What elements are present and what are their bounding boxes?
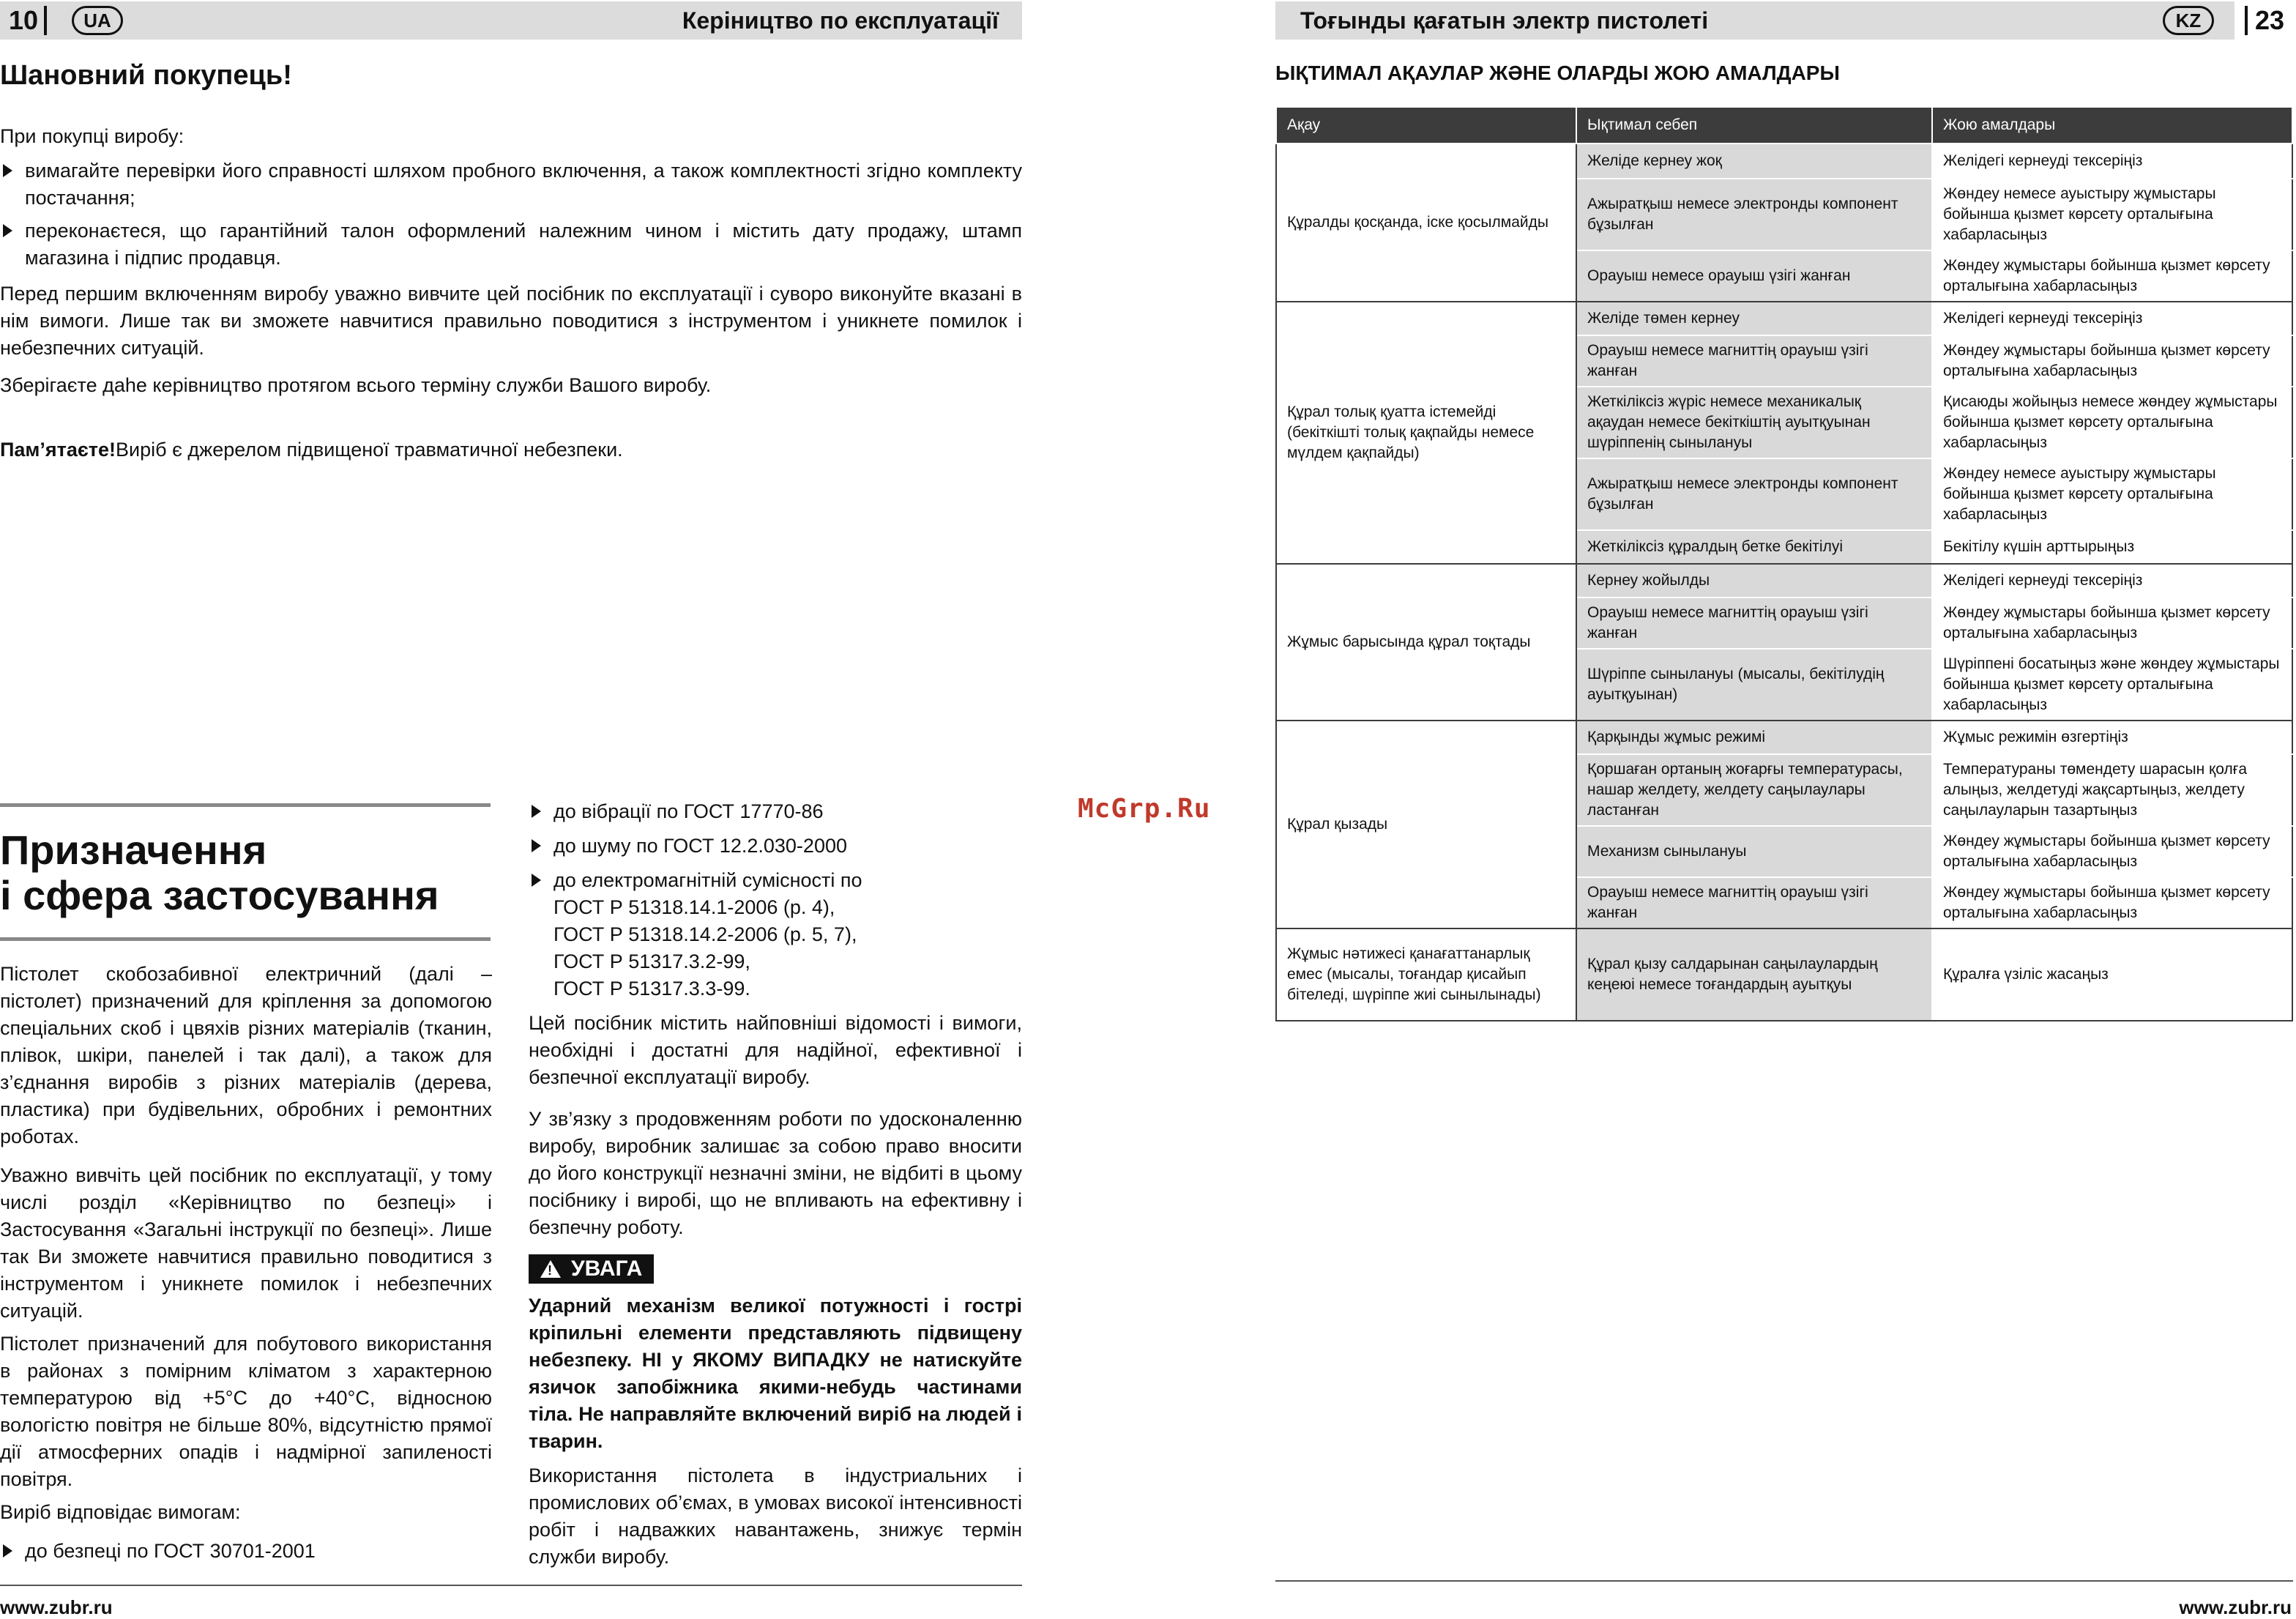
emc-standard-1: ГОСТ Р 51318.14.1-2006 (р. 4), [554, 896, 835, 918]
keep-paragraph: Зберігаєте даhe керівництво протягом всього терміну служби Вашого виробу. [0, 374, 712, 396]
cause-cell: Орауыш немесе магниттің орауыш үзігі жанған [1576, 877, 1932, 928]
watermark: McGrp.Ru [1078, 794, 1211, 824]
remedy-cell: Жөндеу жұмыстары бойынша қызмет көрсету орталығына хабарласыңыз [1932, 250, 2292, 302]
right-header-title: Тоғынды қағатын электр пистолеті [1300, 7, 1709, 34]
table-row [1276, 144, 2292, 179]
cause-cell: Қарқынды жұмыс режимі [1576, 721, 1932, 754]
troubleshooting-title: ЫҚТИМАЛ АҚАУЛАР ЖӘНЕ ОЛАРДЫ ЖОЮ АМАЛДАРЫ [1275, 62, 1840, 84]
left-page-number: 10 [9, 5, 39, 35]
intro-block [0, 123, 1022, 464]
troubleshooting-table [1275, 106, 2293, 1021]
emc-standard-4: ГОСТ Р 51317.3.3-99. [554, 978, 750, 1000]
purpose-paragraph: Пістолет скобозабивної електричний (далі – пістолет) призначений для кріплення за допомогою спеціальних скоб і цвяхів різних матеріалів (тканин, плівок, шкіри, панелей і так далі), а також для з’єднання виробів з різних матеріалів (дерева, пластика) при будівельних, обробних і ремонтних роботах. [0, 963, 492, 1147]
header-fault: Ақау [1276, 107, 1576, 144]
table-row [1276, 302, 2292, 335]
fault-cell: Жұмыс барысында құрал тоқтады [1276, 564, 1576, 721]
fault-cell: Құрал толық қуатта істемейді (бекіткішті толық қақпайды немесе мүлдем қақпайды) [1276, 302, 1576, 564]
cause-cell: Желіде төмен кернеу [1576, 302, 1932, 335]
table-row [1276, 721, 2292, 754]
climate-paragraph: Пістолет призначений для побутового використання в районах з помірним кліматом з характерною температурою від +5°С до +40°С, відносною вологістю повітря не більше 80%, відсутністю прямої дії атмосферних опадів і надмірної запиленості повітря. [0, 1333, 492, 1490]
fault-cell: Құрал қызады [1276, 721, 1576, 928]
table-row [1276, 564, 2292, 598]
left-footer-rule [0, 1585, 1022, 1586]
right-header-divider [2245, 6, 2248, 35]
table-header-row [1276, 107, 2292, 144]
warning-text: Ударний механізм великої потужності і гострі кріпильні елементи представляють підвищену небезпеку. НІ у ЯКОМУ ВИПАДКУ не натискуйте язичок запобіжника якими-небудь частинами тіла. Не направляйте включений виріб на людей і тварин. [529, 1295, 1022, 1452]
requirements-intro: Виріб відповідає вимогам: [0, 1501, 241, 1523]
cause-cell: Желіде кернеу жоқ [1576, 144, 1932, 179]
emc-standard-3: ГОСТ Р 51317.3.2-99, [554, 950, 750, 972]
section-rule-top [0, 803, 491, 807]
purchase-bullet-1: вимагайте перевірки його справності шляхом пробного включення, а також комплектності згідно комплекту постачання; [0, 157, 1022, 212]
warning-triangle-icon: ! [540, 1260, 561, 1278]
remedy-cell: Құралға үзіліс жасаңыз [1932, 928, 2292, 1021]
right-lang-badge: KZ [2163, 6, 2214, 35]
cause-cell: Орауыш немесе магниттің орауыш үзігі жанған [1576, 335, 1932, 387]
cause-cell: Ажыратқыш немесе электронды компонент бұзылған [1576, 179, 1932, 250]
improvement-paragraph: У зв’язку з продовженням роботи по удосконаленню виробу, виробник залишає за собою право вносити до його конструкції незначні зміни, не відбиті в цьому посібнику і виробі, що не впливають на ефективну і безпечну роботу. [529, 1108, 1022, 1238]
cause-cell: Жеткіліксіз құралдың бетке бекітілуі [1576, 530, 1932, 564]
study-paragraph: Перед першим включенням виробу уважно вивчите цей посібник по експлуатації і суворо виконуйте вказані в нім вимоги. Лише так ви зможете навчитися правильно поводитися з інструментом і уникнете помилок і небезпечних ситуацій. [0, 283, 1022, 359]
section-title [0, 827, 439, 918]
greeting-heading: Шановний покупець! [0, 60, 292, 91]
remedy-cell: Желідегі кернеуді тексеріңіз [1932, 564, 2292, 598]
table-row [1276, 928, 2292, 1021]
right-page-number: 23 [2255, 5, 2285, 35]
remedy-cell: Температураны төмендету шарасын қолға алыңыз, желдетуді жақсартыңыз, желдету саңылауларын тазартыңыз [1932, 754, 2292, 826]
left-column-2 [529, 798, 1022, 1571]
cause-cell: Шүріппе сынылануы (мысалы, бекітілудің ауытқуынан) [1576, 649, 1932, 721]
warning-badge [529, 1254, 654, 1284]
fault-cell: Құралды қосқанда, іске қосылмайды [1276, 144, 1576, 302]
noise-bullet: до шуму по ГОСТ 12.2.030-2000 [529, 833, 1022, 860]
manual-info-paragraph: Цей посібник містить найповніші відомості і вимоги, необхідні і достатні для надійної, ефективної і безпечної експлуатації виробу. [529, 1012, 1022, 1088]
header-remedy: Жою амалдары [1932, 107, 2292, 144]
cause-cell: Орауыш немесе магниттің орауыш үзігі жанған [1576, 598, 1932, 649]
intro-text: При покупці виробу: [0, 125, 184, 147]
study-manual-paragraph: Уважно вивчіть цей посібник по експлуатації, у тому числі розділ «Керівництво по безпеці» і Застосування «Загальні інструкції по безпеці». Лише так Ви зможете навчитися правильно поводитися з інструментом і уникнете помилок і небезпечних ситуацій. [0, 1164, 492, 1322]
left-header-title: Керіництво по експлуатації [682, 7, 999, 34]
table-body [1276, 144, 2292, 1021]
cause-cell: Механизм сынылануы [1576, 826, 1932, 877]
section-rule-bottom [0, 937, 491, 941]
left-lang-badge: UA [72, 6, 123, 35]
remedy-cell: Қисаюды жойыңыз немесе жөндеу жұмыстары бойынша қызмет көрсету орталығына хабарласыңыз [1932, 387, 2292, 458]
warning-label: УВАГА [571, 1257, 643, 1281]
right-footer-rule [1275, 1580, 2293, 1582]
industrial-use-paragraph: Використання пістолета в індустриальних і промислових об’ємах, в умовах високої інтенсивності робіт і надважких навантажень, знижує термін служби виробу. [529, 1464, 1022, 1568]
cause-cell: Құрал қызу салдарынан саңылаулардың кеңеюі немесе тоғандардың ауытқуы [1576, 928, 1932, 1021]
cause-cell: Қоршаған ортаның жоғарғы температурасы, нашар желдету, желдету саңылаулары ластанған [1576, 754, 1932, 826]
remedy-cell: Жөндеу жұмыстары бойынша қызмет көрсету орталығына хабарласыңыз [1932, 335, 2292, 387]
header-cause: Ықтимал себеп [1576, 107, 1932, 144]
remedy-cell: Желідегі кернеуді тексеріңіз [1932, 144, 2292, 179]
section-title-line-2: і сфера застосування [0, 872, 439, 918]
vibration-bullet: до вібрації по ГОСТ 17770-86 [529, 798, 1022, 825]
remember-label: Пам’ятаєте! [0, 439, 116, 461]
remedy-cell: Жөндеу жұмыстары бойынша қызмет көрсету орталығына хабарласыңыз [1932, 877, 2292, 928]
cause-cell: Жеткіліксіз жүріс немесе механикалық ақаудан немесе бекіткіштің ауытқуынан шүріппенің сынылануы [1576, 387, 1932, 458]
right-footer-url[interactable]: www.zubr.ru [2179, 1596, 2292, 1618]
fault-cell: Жұмыс нәтижесі қанағаттанарлық емес (мысалы, тоғандар қисайып бітеледі, шүріппе жиі сынылынады) [1276, 928, 1576, 1021]
remedy-cell: Шүріппені босатыңыз және жөндеу жұмыстары бойынша қызмет көрсету орталығына хабарласыңыз [1932, 649, 2292, 721]
left-column-1 [0, 961, 492, 1565]
purchase-bullet-2: переконаєтеся, що гарантійний талон оформлений належним чином і містить дату продажу, штамп магазина і підпис продавця. [0, 217, 1022, 272]
cause-cell: Кернеу жойылды [1576, 564, 1932, 598]
remedy-cell: Жөндеу жұмыстары бойынша қызмет көрсету орталығына хабарласыңыз [1932, 826, 2292, 877]
remember-text: Виріб є джерелом підвищеної травматичної небезпеки. [116, 439, 623, 461]
safety-standard-bullet: до безпеці по ГОСТ 30701-2001 [0, 1538, 492, 1565]
emc-bullet [529, 867, 1022, 1002]
remedy-cell: Жұмыс режимін өзгертіңіз [1932, 721, 2292, 754]
cause-cell: Орауыш немесе орауыш үзігі жанған [1576, 250, 1932, 302]
emc-bullet-head: до електромагнітній сумісності по [554, 869, 862, 891]
section-title-line-1: Призначення [0, 827, 267, 873]
remedy-cell: Желідегі кернеуді тексеріңіз [1932, 302, 2292, 335]
left-header-divider [44, 6, 47, 35]
remedy-cell: Жөндеу жұмыстары бойынша қызмет көрсету орталығына хабарласыңыз [1932, 598, 2292, 649]
left-footer-url[interactable]: www.zubr.ru [0, 1596, 113, 1618]
emc-standard-2: ГОСТ Р 51318.14.2-2006 (р. 5, 7), [554, 923, 857, 945]
remedy-cell: Жөндеу немесе ауыстыру жұмыстары бойынша қызмет көрсету орталығына хабарласыңыз [1932, 179, 2292, 250]
remember-paragraph [0, 436, 1022, 464]
cause-cell: Ажыратқыш немесе электронды компонент бұзылған [1576, 458, 1932, 530]
remedy-cell: Жөндеу немесе ауыстыру жұмыстары бойынша қызмет көрсету орталығына хабарласыңыз [1932, 458, 2292, 530]
remedy-cell: Бекітілу күшін арттырыңыз [1932, 530, 2292, 564]
